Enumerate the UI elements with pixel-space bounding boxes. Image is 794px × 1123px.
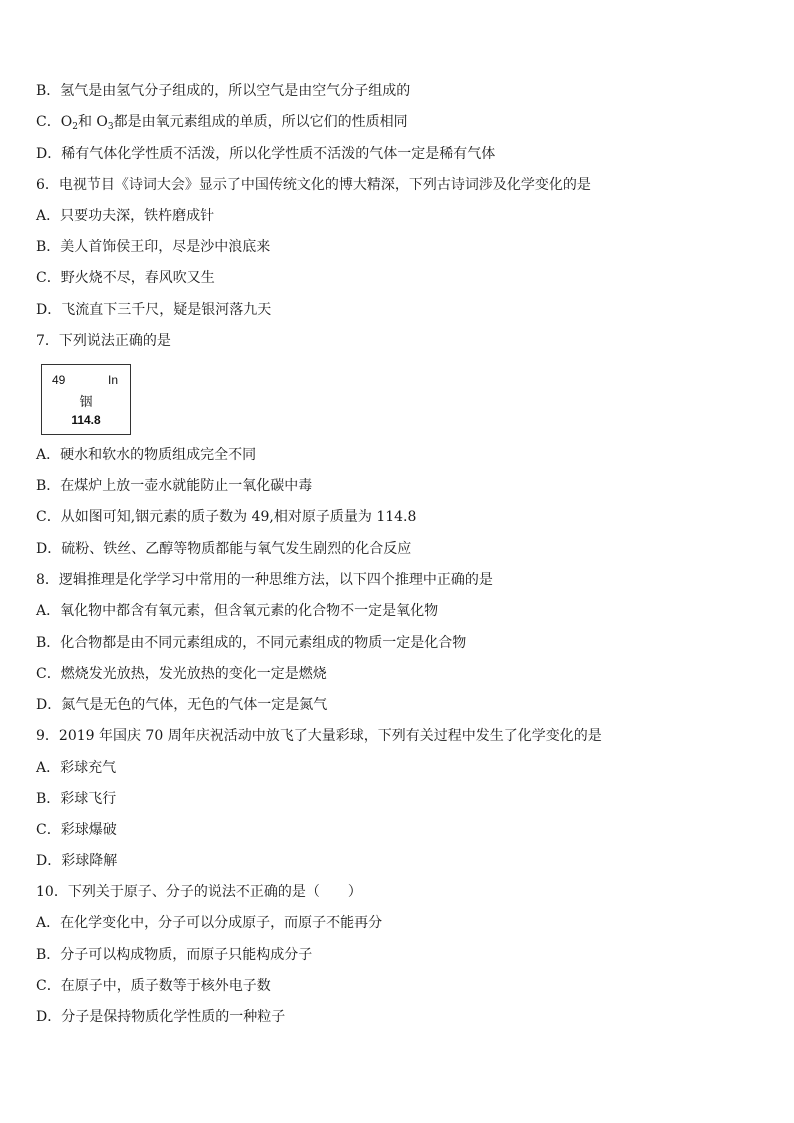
q6-stem: 6．电视节目《诗词大会》显示了中国传统文化的博大精深，下列古诗词涉及化学变化的是 (36, 177, 591, 193)
q5-option-b: B．氢气是由氢气分子组成的，所以空气是由空气分子组成的 (36, 83, 411, 99)
q8-stem: 8．逻辑推理是化学学习中常用的一种思维方法，以下四个推理中正确的是 (36, 572, 493, 588)
q8-option-a: A．氧化物中都含有氧元素，但含氧元素的化合物不一定是氧化物 (36, 603, 439, 619)
q9-option-a: A．彩球充气 (36, 760, 117, 776)
q8-option-d: D．氮气是无色的气体，无色的气体一定是氮气 (36, 697, 328, 713)
q7-option-a: A．硬水和软水的物质组成完全不同 (36, 447, 257, 463)
q10-option-c: C．在原子中，质子数等于核外电子数 (36, 978, 271, 994)
element-symbol: In (107, 373, 118, 387)
q5-option-c-part1: C．O (36, 114, 73, 130)
q7-stem: 7．下列说法正确的是 (36, 333, 171, 349)
o2-subscript: 2 (72, 122, 78, 132)
q8-option-b: B．化合物都是由不同元素组成的，不同元素组成的物质一定是化合物 (36, 635, 467, 651)
q9-stem: 9．2019 年国庆 70 周年庆祝活动中放飞了大量彩球，下列有关过程中发生了化学变化的是 (36, 728, 602, 744)
atomic-number: 49 (52, 373, 66, 387)
q9-option-b: B．彩球飞行 (36, 791, 117, 807)
q10-option-b: B．分子可以构成物质，而原子只能构成分子 (36, 947, 313, 963)
q7-option-b: B．在煤炉上放一壶水就能防止一氧化碳中毒 (36, 478, 313, 494)
q7-option-c: C．从如图可知,铟元素的质子数为 49,相对原子质量为 114.8 (36, 509, 417, 525)
q10-option-a: A．在化学变化中，分子可以分成原子，而原子不能再分 (36, 915, 383, 931)
o3-subscript: 3 (107, 122, 114, 132)
q6-option-d: D．飞流直下三千尺，疑是银河落九天 (36, 302, 272, 318)
q10-stem: 10．下列关于原子、分子的说法不正确的是（ ） (36, 884, 362, 900)
q5-option-c-part3: 都是由氧元素组成的单质，所以它们的性质相同 (113, 114, 408, 130)
atomic-mass: 114.8 (71, 413, 101, 427)
q9-option-c: C．彩球爆破 (36, 822, 117, 838)
q6-option-b: B．美人首饰侯王印，尽是沙中浪底来 (36, 239, 271, 255)
q6-option-c: C．野火烧不尽，春风吹又生 (36, 270, 215, 286)
indium-element-card (41, 364, 131, 435)
q7-option-d: D．硫粉、铁丝、乙醇等物质都能与氧气发生剧烈的化合反应 (36, 541, 412, 557)
q5-option-c-part2: 和 O (77, 114, 108, 130)
q5-option-c (36, 113, 408, 131)
q6-option-a: A．只要功夫深，铁杵磨成针 (36, 208, 215, 224)
q9-option-d: D．彩球降解 (36, 853, 118, 869)
element-name: 铟 (79, 395, 93, 410)
q10-option-d: D．分子是保持物质化学性质的一种粒子 (36, 1009, 286, 1025)
q8-option-c: C．燃烧发光放热，发光放热的变化一定是燃烧 (36, 666, 327, 682)
q5-option-d: D．稀有气体化学性质不活泼，所以化学性质不活泼的气体一定是稀有气体 (36, 146, 496, 162)
